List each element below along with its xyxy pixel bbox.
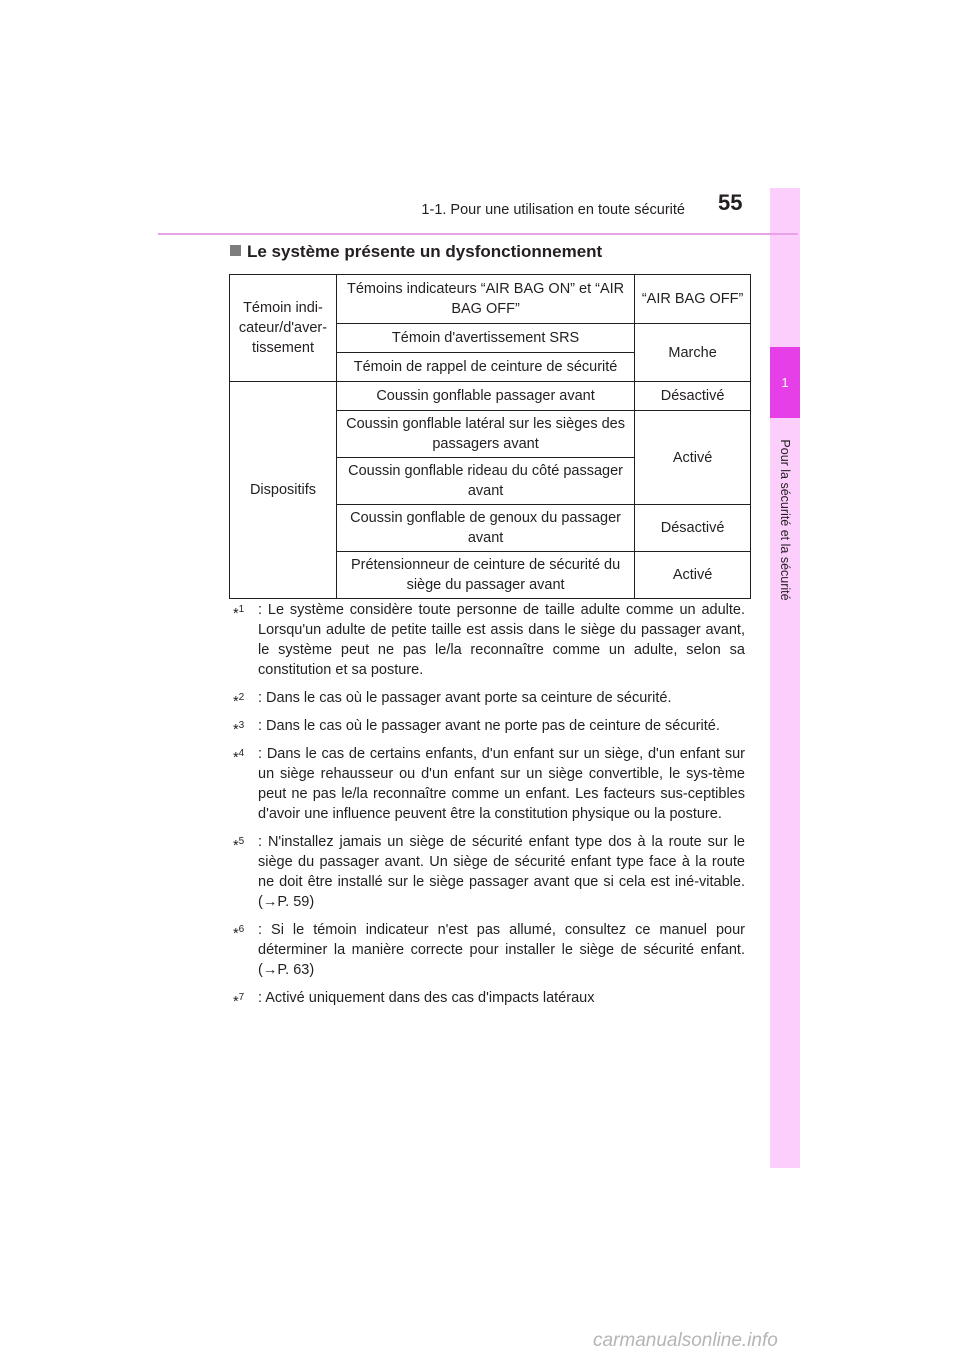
footnote [233, 920, 745, 980]
table-cell: Coussin gonflable passager avant [336, 382, 634, 411]
table-cell: “AIR BAG OFF” [635, 275, 751, 324]
footnote-text: : Activé uniquement dans des cas d'impacts latéraux [258, 990, 595, 1006]
footnote-mark: *$^1$ [233, 604, 245, 622]
table-cell: Témoin de rappel de ceinture de sécurité [336, 353, 634, 382]
table-cell: Coussin gonflable latéral sur les sièges des passagers avant [336, 411, 634, 458]
footnote-mark: *$^6$ [233, 924, 245, 942]
table-cell: Marche [635, 324, 751, 382]
chapter-label: Pour la sécurité et la sécurité [778, 439, 792, 601]
footnote [233, 832, 745, 912]
header-divider [158, 233, 798, 235]
status-table [229, 274, 751, 599]
table-cell: Coussin gonflable de genoux du passager avant [336, 505, 634, 552]
dispositifs-label-cell: Dispositifs [230, 382, 337, 599]
section-title: 1-1. Pour une utilisation en toute sécurité [421, 202, 685, 218]
table-cell: Coussin gonflable rideau du côté passager avant [336, 458, 634, 505]
footnote-mark: *$^4$ [233, 748, 245, 766]
footnotes [233, 600, 745, 1016]
footnote-text: : Si le témoin indicateur n'est pas allumé, consultez ce manuel pour déterminer la manière correcte pour installer le siège de sécurité enfant. (→P. 63) [258, 922, 745, 978]
footnote-text: : Dans le cas où le passager avant ne porte pas de ceinture de sécurité. [258, 718, 720, 734]
table-cell: Activé [635, 552, 751, 599]
table-cell: Activé [635, 411, 751, 505]
side-strip [770, 188, 800, 1168]
table-cell: Désactivé [635, 382, 751, 411]
watermark-logo: carmanualsonline.info [593, 1330, 778, 1351]
footnote [233, 600, 745, 680]
table-cell: Prétensionneur de ceinture de sécurité du siège du passager avant [336, 552, 634, 599]
footnote-mark: *$^7$ [233, 992, 245, 1010]
table-cell: Témoins indicateurs “AIR BAG ON” et “AIR BAG OFF” [336, 275, 634, 324]
footnote [233, 716, 745, 736]
footnote-text: : Le système considère toute personne de taille adulte comme un adulte. Lorsqu'un adulte de petite taille est assis dans le siège du passager avant, le système peut ne pas le/la reconnaître comme un adulte, selon sa constitution et sa posture. [258, 602, 745, 678]
footnote-mark: *$^2$ [233, 692, 245, 710]
footnote [233, 688, 745, 708]
footnote-text: : N'installez jamais un siège de sécurité enfant type dos à la route sur le siège du passager avant. Un siège de sécurité enfant type face à la route ne doit être installé sur le siège passager avant que si cela est iné-vitable. (→P. 59) [258, 834, 745, 910]
footnote-text: : Dans le cas de certains enfants, d'un enfant sur un siège, d'un enfant sur un siège rehausseur ou d'un enfant sur un siège convertible, le sys-tème peut ne pas le/la reconnaître comme un enfant. Les facteurs sus-ceptibles d'avoir une influence peuvent être la constitution physique ou la posture. [258, 746, 745, 822]
square-bullet-icon [230, 245, 241, 256]
table-cell: Désactivé [635, 505, 751, 552]
section-heading [230, 242, 602, 262]
footnote [233, 744, 745, 824]
heading-text: Le système présente un dysfonctionnement [247, 242, 603, 261]
table-cell: Témoin d'avertissement SRS [336, 324, 634, 353]
page-number: 55 [718, 190, 743, 215]
footnote [233, 988, 745, 1008]
footnote-text: : Dans le cas où le passager avant porte sa ceinture de sécurité. [258, 690, 672, 706]
footnote-mark: *$^3$ [233, 720, 245, 738]
temoin-label-cell: Témoin indi-cateur/d'aver-tissement [230, 275, 337, 382]
chapter-tab[interactable]: 1 [770, 347, 800, 418]
footnote-mark: *$^5$ [233, 836, 245, 854]
